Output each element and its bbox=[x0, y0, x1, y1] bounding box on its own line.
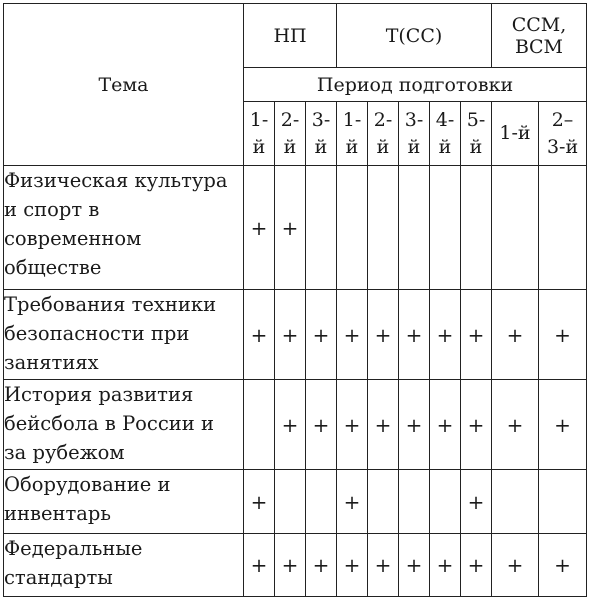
mark-cell: + bbox=[368, 534, 399, 597]
mark-cell: + bbox=[244, 470, 275, 534]
mark-cell: + bbox=[337, 470, 368, 534]
mark-cell: + bbox=[399, 290, 430, 380]
mark-cell: + bbox=[430, 534, 461, 597]
theme-cell: Федеральные стандарты bbox=[4, 534, 244, 597]
mark-cell: + bbox=[306, 534, 337, 597]
mark-cell: + bbox=[430, 380, 461, 470]
table-row bbox=[4, 470, 587, 534]
mark-cell bbox=[492, 470, 539, 534]
mark-cell: + bbox=[306, 290, 337, 380]
theme-header-label: Тема bbox=[98, 73, 149, 96]
mark-cell: + bbox=[492, 290, 539, 380]
group-np-label: НП bbox=[273, 24, 307, 47]
mark-cell bbox=[461, 166, 492, 290]
mark-cell bbox=[244, 380, 275, 470]
mark-cell: + bbox=[399, 380, 430, 470]
theme-header-cell bbox=[4, 4, 244, 166]
mark-cell: + bbox=[244, 290, 275, 380]
table-row bbox=[4, 534, 587, 597]
theme-cell: История развития бейсбола в России и за рубежом bbox=[4, 380, 244, 470]
header-row-groups bbox=[4, 4, 587, 68]
mark-cell bbox=[399, 470, 430, 534]
mark-cell: + bbox=[539, 534, 587, 597]
period-header bbox=[244, 68, 587, 102]
mark-cell bbox=[539, 166, 587, 290]
mark-cell bbox=[430, 470, 461, 534]
period-label: Период подготовки bbox=[316, 73, 514, 96]
mark-cell: + bbox=[306, 380, 337, 470]
mark-cell: + bbox=[461, 380, 492, 470]
mark-cell bbox=[368, 166, 399, 290]
mark-cell: + bbox=[275, 166, 306, 290]
mark-cell: + bbox=[368, 290, 399, 380]
mark-cell: + bbox=[539, 290, 587, 380]
theme-cell: Оборудование и инвентарь bbox=[4, 470, 244, 534]
mark-cell: + bbox=[492, 380, 539, 470]
mark-cell: + bbox=[275, 380, 306, 470]
group-ssm-header bbox=[492, 4, 587, 68]
year-header-np-1: 1- й bbox=[244, 102, 275, 166]
mark-cell bbox=[275, 470, 306, 534]
mark-cell: + bbox=[492, 534, 539, 597]
mark-cell: + bbox=[275, 534, 306, 597]
table-row bbox=[4, 380, 587, 470]
mark-cell: + bbox=[399, 534, 430, 597]
group-tss-label: Т(СС) bbox=[385, 24, 443, 47]
mark-cell: + bbox=[368, 380, 399, 470]
year-header-tss-2: 2- й bbox=[368, 102, 399, 166]
mark-cell bbox=[306, 166, 337, 290]
mark-cell bbox=[430, 166, 461, 290]
mark-cell: + bbox=[461, 290, 492, 380]
mark-cell bbox=[368, 470, 399, 534]
mark-cell: + bbox=[461, 534, 492, 597]
group-tss-header bbox=[337, 4, 492, 68]
year-header-tss-4: 4- й bbox=[430, 102, 461, 166]
year-header-np-3: 3- й bbox=[306, 102, 337, 166]
year-header-tss-1: 1- й bbox=[337, 102, 368, 166]
mark-cell: + bbox=[461, 470, 492, 534]
year-header-np-2: 2- й bbox=[275, 102, 306, 166]
training-topics-table bbox=[3, 3, 587, 597]
mark-cell bbox=[539, 470, 587, 534]
mark-cell: + bbox=[539, 380, 587, 470]
mark-cell: + bbox=[244, 166, 275, 290]
mark-cell: + bbox=[430, 290, 461, 380]
table-row bbox=[4, 290, 587, 380]
mark-cell bbox=[337, 166, 368, 290]
theme-cell: Требования техники безопасности при занятиях bbox=[4, 290, 244, 380]
group-ssm-label-line2: ВСМ bbox=[515, 35, 563, 58]
mark-cell bbox=[492, 166, 539, 290]
year-header-ssm-2-3: 2– 3-й bbox=[539, 102, 587, 166]
mark-cell bbox=[399, 166, 430, 290]
mark-cell: + bbox=[244, 534, 275, 597]
year-header-tss-3: 3- й bbox=[399, 102, 430, 166]
mark-cell bbox=[306, 470, 337, 534]
mark-cell: + bbox=[337, 380, 368, 470]
table-row bbox=[4, 166, 587, 290]
theme-cell: Физическая культура и спорт в современном обществе bbox=[4, 166, 244, 290]
group-ssm-label-line1: ССМ, bbox=[511, 13, 567, 36]
mark-cell: + bbox=[337, 290, 368, 380]
mark-cell: + bbox=[337, 534, 368, 597]
mark-cell: + bbox=[275, 290, 306, 380]
year-header-tss-5: 5- й bbox=[461, 102, 492, 166]
year-header-ssm-1: 1-й bbox=[492, 102, 539, 166]
group-np-header bbox=[244, 4, 337, 68]
